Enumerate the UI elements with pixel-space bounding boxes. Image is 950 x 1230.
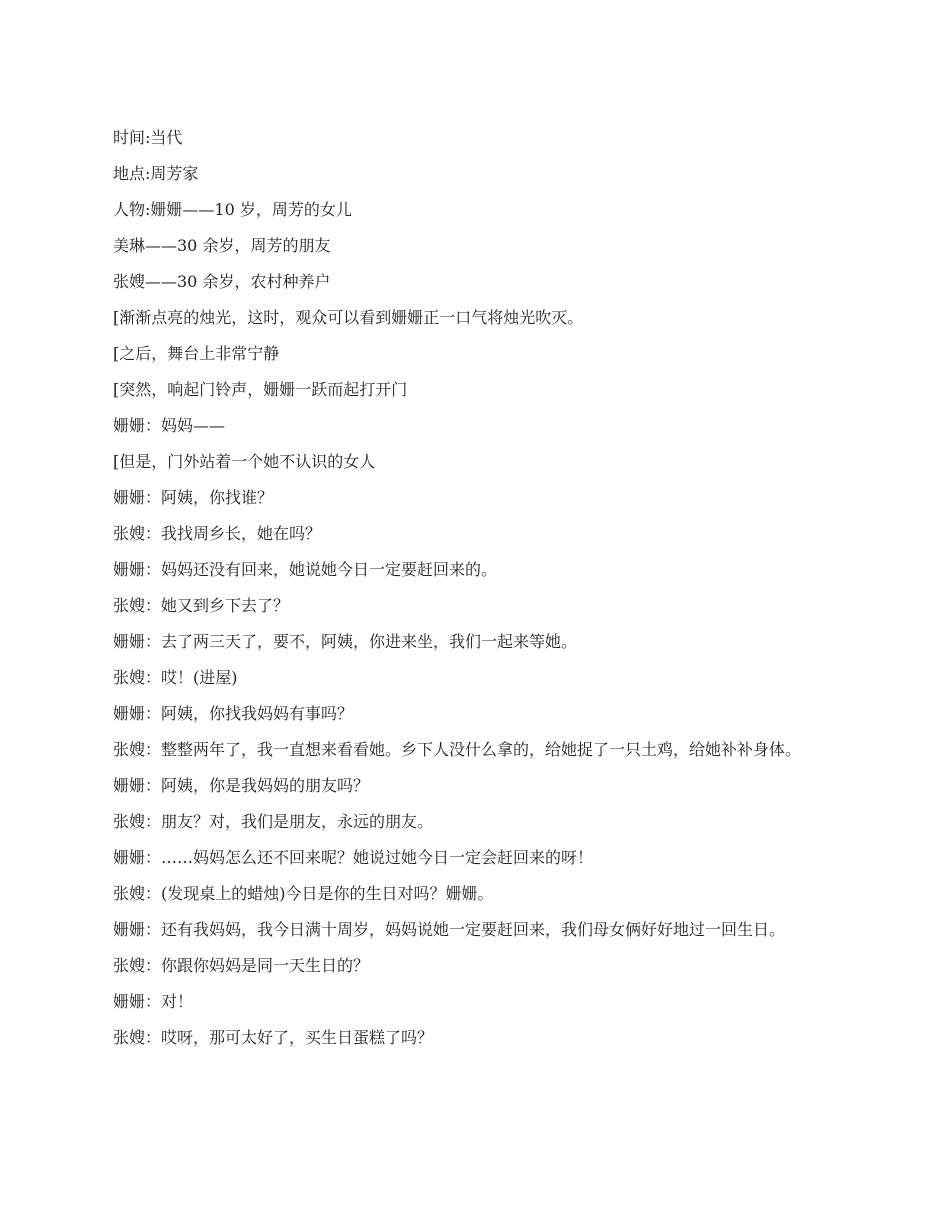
dialogue-line: 张嫂：(发现桌上的蜡烛)今日是你的生日对吗？姗姗。 bbox=[113, 884, 494, 903]
character-entry: 美琳——30 余岁，周芳的朋友 bbox=[113, 236, 331, 255]
scene-time: 时间:当代 bbox=[113, 128, 183, 147]
dialogue-line: 姗姗：……妈妈怎么还不回来呢？她说过她今日一定会赶回来的呀！ bbox=[113, 848, 594, 867]
dialogue-line: 张嫂：她又到乡下去了？ bbox=[113, 596, 290, 615]
dialogue-line: 张嫂：整整两年了，我一直想来看看她。乡下人没什么拿的，给她捉了一只土鸡，给她补补身体。 bbox=[113, 740, 802, 759]
character-entry: 张嫂——30 余岁，农村种养户 bbox=[113, 272, 331, 291]
dialogue-line: 姗姗：妈妈还没有回来，她说她今日一定要赶回来的。 bbox=[113, 560, 498, 579]
document-body bbox=[113, 126, 843, 1062]
scene-location: 地点:周芳家 bbox=[113, 164, 199, 183]
dialogue-line: 张嫂：哎！(进屋) bbox=[113, 668, 238, 687]
dialogue-line: 姗姗：还有我妈妈，我今日满十周岁，妈妈说她一定要赶回来，我们母女俩好好地过一回生日。 bbox=[113, 920, 786, 939]
dialogue-line: 张嫂：朋友？对，我们是朋友，永远的朋友。 bbox=[113, 812, 434, 831]
dialogue-line: 姗姗：对！ bbox=[113, 992, 194, 1011]
dialogue-line: 张嫂：我找周乡长，她在吗？ bbox=[113, 524, 322, 543]
stage-direction: [渐渐点亮的烛光，这时，观众可以看到姗姗正一口气将烛光吹灭。 bbox=[113, 308, 584, 327]
stage-direction: [但是，门外站着一个她不认识的女人 bbox=[113, 452, 376, 471]
dialogue-line: 姗姗：阿姨，你找我妈妈有事吗？ bbox=[113, 704, 354, 723]
dialogue-line: 姗姗：阿姨，你是我妈妈的朋友吗？ bbox=[113, 776, 370, 795]
character-list: 人物:姗姗——10 岁，周芳的女儿 bbox=[113, 200, 352, 219]
stage-direction: [之后，舞台上非常宁静 bbox=[113, 344, 280, 363]
dialogue-line: 姗姗：去了两三天了，要不，阿姨，你进来坐，我们一起来等她。 bbox=[113, 632, 578, 651]
dialogue-line: 张嫂：哎呀，那可太好了，买生日蛋糕了吗？ bbox=[113, 1028, 434, 1047]
dialogue-line: 张嫂：你跟你妈妈是同一天生日的？ bbox=[113, 956, 370, 975]
dialogue-line: 姗姗：阿姨，你找谁？ bbox=[113, 488, 274, 507]
dialogue-line: 姗姗：妈妈—— bbox=[113, 416, 226, 435]
stage-direction: [突然，响起门铃声，姗姗一跃而起打开门 bbox=[113, 380, 408, 399]
